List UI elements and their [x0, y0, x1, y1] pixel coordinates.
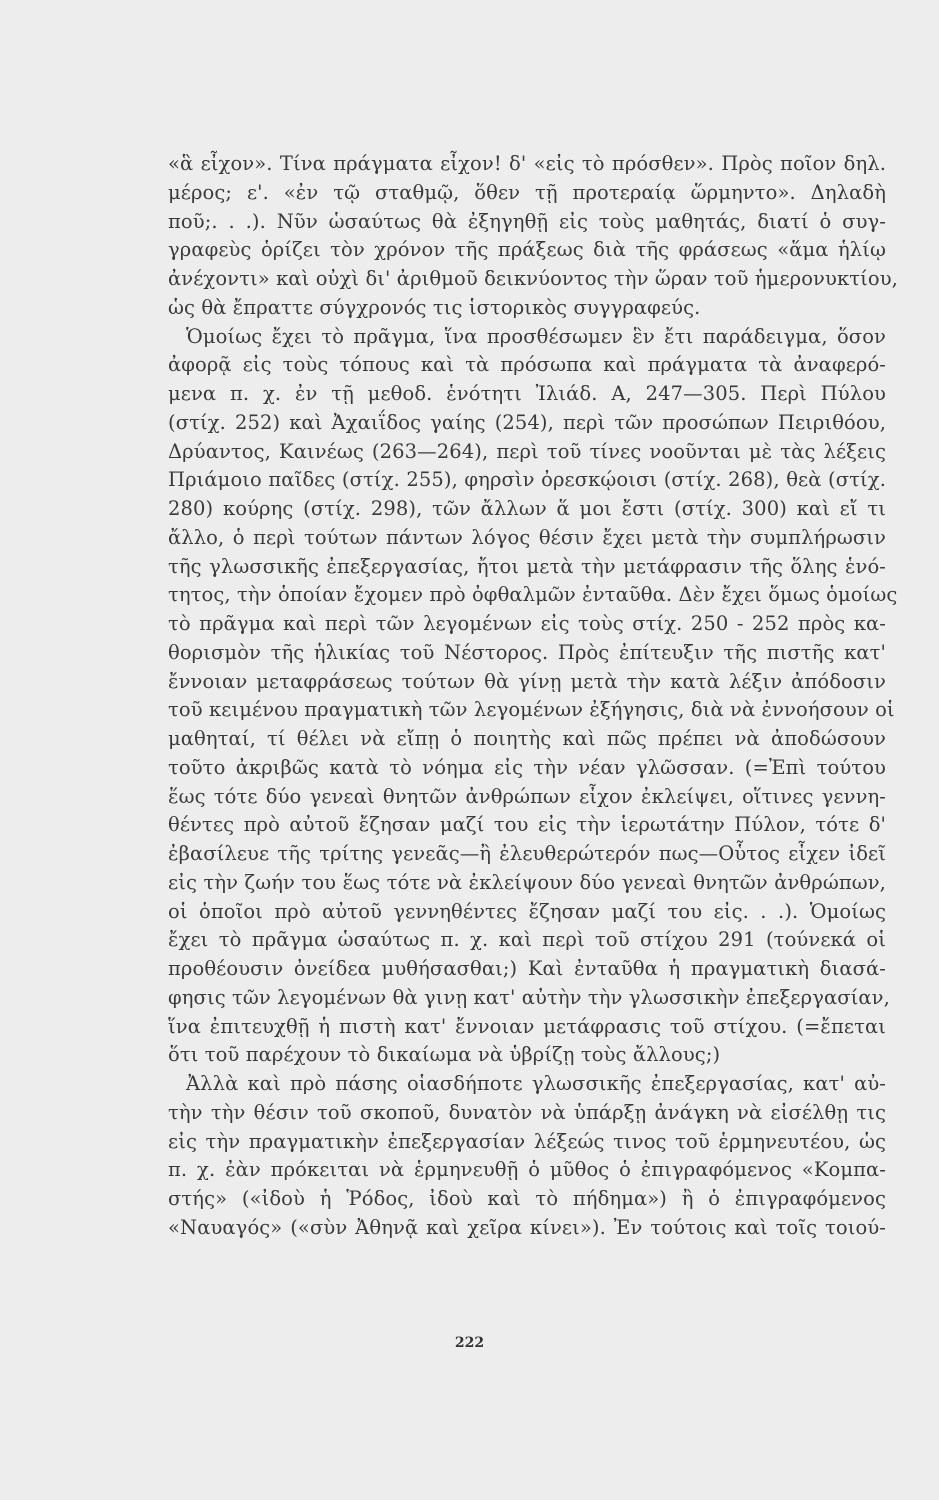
text-line: Δρύαντος, Καινέως (263—264), περὶ τοῦ τίνες νοοῦνται μὲ τὰς λέξεις — [168, 439, 886, 463]
text-line: γραφεὺς ὁρίζει τὸν χρόνον τῆς πράξεως διὰ τῆς φράσεως «ἅμα ἡλίῳ — [168, 238, 886, 262]
text-line: 280) κούρης (στίχ. 298), τῶν ἄλλων ἅ μοι ἔστι (στίχ. 300) καὶ εἴ τι — [168, 497, 886, 520]
text-line: «ἃ εἶχον». Τίνα πράγματα εἶχον! δ' «εἰς τὸ πρόσθεν». Πρὸς ποῖον δηλ. — [168, 152, 886, 175]
text-line: τητος, τὴν ὁποίαν ἔχομεν πρὸ ὀφθαλμῶν ἐνταῦθα. Δὲν ἔχει ὅμως ὁμοίως — [168, 583, 898, 607]
text-line: τὴν τὴν θέσιν τοῦ σκοποῦ, δυνατὸν νὰ ὑπάρξῃ ἀνάγκη νὰ εἰσέλθῃ τις — [168, 1100, 886, 1124]
text-line: ὅτι τοῦ παρέχουν τὸ δικαίωμα νὰ ὑβρίζῃ τοὺς ἄλλους;) — [168, 1043, 721, 1067]
text-line: ὡς θὰ ἔπραττε σύγχρονός τις ἱστορικὸς συγγραφεύς. — [168, 295, 701, 319]
page-number: 222 — [454, 1335, 485, 1351]
text-line: π. χ. ἐὰν πρόκειται νὰ ἑρμηνευθῇ ὁ μῦθος ὁ ἐπιγραφόμενος «Κομπα- — [168, 1158, 886, 1182]
text-line: τῆς γλωσσικῆς ἐπεξεργασίας, ἤτοι μετὰ τὴν μετάφρασιν τῆς ὅλης ἑνό- — [168, 554, 886, 578]
text-line: εἰς τὴν ζωήν του ἕως τότε νὰ ἐκλείψουν δύο γενεαὶ θνητῶν ἀνθρώπων, — [168, 870, 886, 894]
text-line: τοῦ κειμένου πραγματικὴ τῶν λεγομένων ἐξήγησις, διὰ νὰ ἐννοήσουν οἱ — [168, 698, 895, 722]
text-line: θορισμὸν τῆς ἡλικίας τοῦ Νέστορος. Πρὸς ἐπίτευξιν τῆς πιστῆς κατ' — [168, 640, 886, 664]
text-line: ἐβασίλευε τῆς τρίτης γενεᾶς—ἢ ἐλευθερώτερόν πως—Οὗτος εἶχεν ἰδεῖ — [168, 842, 886, 865]
text-line: Ὁμοίως ἔχει τὸ πρᾶγμα, ἵνα προσθέσωμεν ἓν ἔτι παράδειγμα, ὅσον — [186, 324, 886, 348]
text-line: τοῦτο ἀκριβῶς κατὰ τὸ νόημα εἰς τὴν νέαν γλῶσσαν. (=Ἐπὶ τούτου — [168, 755, 886, 779]
text-line: ποῦ;. . .). Νῦν ὡσαύτως θὰ ἐξηγηθῇ εἰς τοὺς μαθητάς, διατί ὁ συγ- — [168, 209, 886, 233]
text-line: θέντες πρὸ αὐτοῦ ἔζησαν μαζί του εἰς τὴν ἱερωτάτην Πύλον, τότε δ' — [168, 813, 886, 837]
text-line: ἄλλο, ὁ περὶ τούτων πάντων λόγος θέσιν ἔχει μετὰ τὴν συμπλήρωσιν — [168, 525, 886, 549]
text-line: μενα π. χ. ἐν τῇ μεθοδ. ἑνότητι Ἰλιάδ. Α, 247—305. Περὶ Πύλου — [168, 382, 886, 405]
text-line: εἰς τὴν πραγματικὴν ἐπεξεργασίαν λέξεώς τινος τοῦ ἑρμηνευτέου, ὡς — [168, 1129, 886, 1153]
text-line: στής» («ἰδοὺ ἡ Ῥόδος, ἰδοὺ καὶ τὸ πήδημα») ἢ ὁ ἐπιγραφόμενος — [168, 1187, 886, 1210]
text-line: ἵνα ἐπιτευχθῇ ἡ πιστὴ κατ' ἔννοιαν μετάφρασις τοῦ στίχου. (=ἔπεται — [168, 1014, 886, 1038]
text-line: ἀνέχοντι» καὶ οὐχὶ δι' ἀριθμοῦ δεικνύοντος τὴν ὥραν τοῦ ἡμερονυκτίου, — [168, 267, 898, 290]
text-line: φησις τῶν λεγομένων θὰ γινῃ κατ' αὐτὴν τὴν γλωσσικὴν ἐπεξεργασίαν, — [168, 985, 890, 1009]
text-line: (στίχ. 252) καὶ Ἀχαιΐδος γαίης (254), περὶ τῶν προσώπων Πειριθόου, — [168, 410, 886, 434]
text-line: ἔχει τὸ πρᾶγμα ὡσαύτως π. χ. καὶ περὶ τοῦ στίχου 291 (τούνεκά οἱ — [168, 928, 886, 952]
text-line: οἱ ὁποῖοι πρὸ αὐτοῦ γεννηθέντες ἔζησαν μαζί του εἰς. . .). Ὁμοίως — [168, 899, 886, 923]
text-line: τὸ πρᾶγμα καὶ περὶ τῶν λεγομένων εἰς τοὺς στίχ. 250 - 252 πρὸς κα- — [168, 612, 886, 635]
text-line: Πριάμοιο παῖδες (στίχ. 255), φηρσὶν ὀρεσκῴοισι (στίχ. 268), θεὰ (στίχ. — [168, 468, 886, 492]
text-line: μαθηταί, τί θέλει νὰ εἴπῃ ὁ ποιητὴς καὶ πῶς πρέπει νὰ ἀποδώσουν — [168, 727, 886, 750]
text-line: ἔννοιαν μεταφράσεως τούτων θὰ γίνῃ μετὰ τὴν κατὰ λέξιν ἀπόδοσιν — [168, 669, 886, 693]
body-text — [168, 150, 898, 1243]
text-line: «Ναυαγός» («σὺν Ἀθηνᾷ καὶ χεῖρα κίνει»). Ἐν τούτοις καὶ τοῖς τοιού- — [168, 1215, 886, 1239]
text-line: μέρος; ε'. «ἐν τῷ σταθμῷ, ὅθεν τῇ προτεραίᾳ ὥρμηντο». Δηλαδὴ — [168, 180, 886, 204]
text-line: ἕως τότε δύο γενεαὶ θνητῶν ἀνθρώπων εἶχον ἐκλείψει, οἵτινες γεννη- — [168, 784, 886, 808]
text-line: ἀφορᾷ εἰς τοὺς τόπους καὶ τὰ πρόσωπα καὶ πράγματα τὰ ἀναφερό- — [168, 353, 886, 377]
text-line: Ἀλλὰ καὶ πρὸ πάσης οἱασδήποτε γλωσσικῆς ἐπεξεργασίας, κατ' αὐ- — [186, 1072, 886, 1095]
text-line: προθέουσιν ὀνείδεα μυθήσασθαι;) Καὶ ἐνταῦθα ἡ πραγματικὴ διασά- — [168, 957, 886, 980]
